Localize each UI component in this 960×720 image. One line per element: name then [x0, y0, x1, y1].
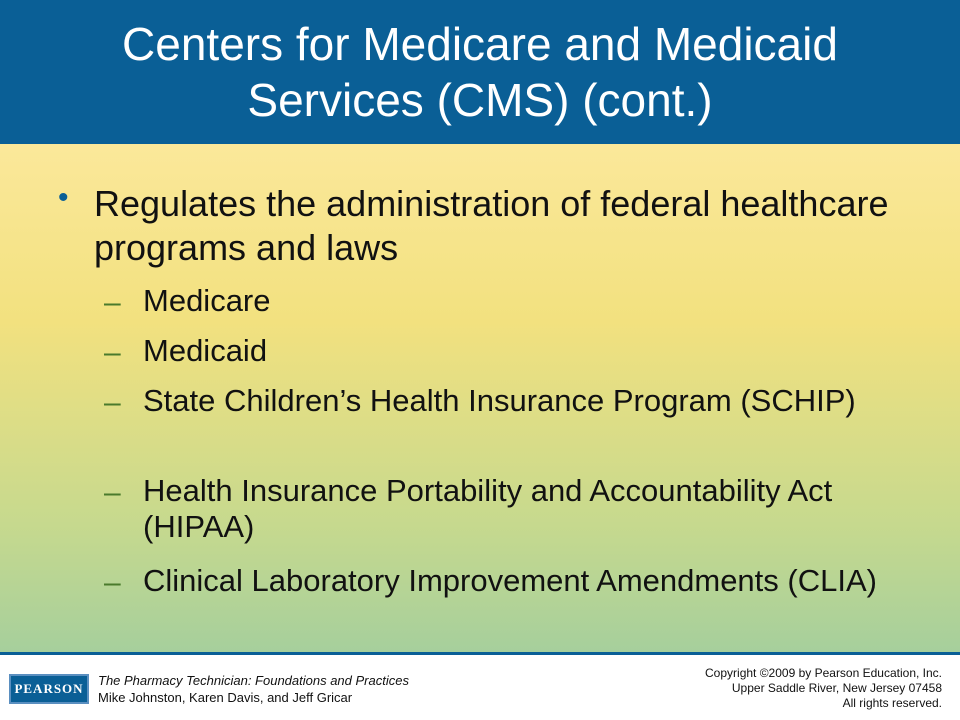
copyright-line: All rights reserved. — [842, 696, 942, 710]
dash-marker: – — [104, 336, 121, 369]
book-info — [98, 672, 518, 706]
dash-marker: – — [104, 476, 121, 509]
book-title: The Pharmacy Technician: Foundations and Practices — [98, 673, 409, 688]
sub-item-text: Health Insurance Portability and Accountability Act (HIPAA) — [143, 473, 833, 544]
copyright-line: Copyright ©2009 by Pearson Education, Inc. — [705, 666, 942, 680]
dash-marker: – — [104, 566, 121, 599]
dash-marker: – — [104, 386, 121, 419]
copyright-line: Upper Saddle River, New Jersey 07458 — [731, 681, 942, 695]
sub-item-text: Clinical Laboratory Improvement Amendments (CLIA) — [143, 563, 877, 598]
sub-item-text: Medicare — [143, 283, 271, 318]
sub-item-text: Medicaid — [143, 333, 268, 368]
footer — [0, 655, 960, 720]
slide-title: Centers for Medicare and Medicaid Services (CMS) (cont.) — [122, 18, 838, 126]
book-authors: Mike Johnston, Karen Davis, and Jeff Gricar — [98, 690, 353, 705]
pearson-logo — [9, 674, 89, 704]
copyright-notice — [582, 666, 942, 711]
bullet-marker: • — [58, 181, 69, 214]
title-bar — [0, 0, 960, 144]
logo-text: PEARSON — [14, 681, 84, 696]
sub-item-text: State Children’s Health Insurance Program (SCHIP) — [143, 383, 856, 418]
main-bullet-text: Regulates the administration of federal healthcare programs and laws — [94, 183, 889, 268]
dash-marker: – — [104, 286, 121, 319]
